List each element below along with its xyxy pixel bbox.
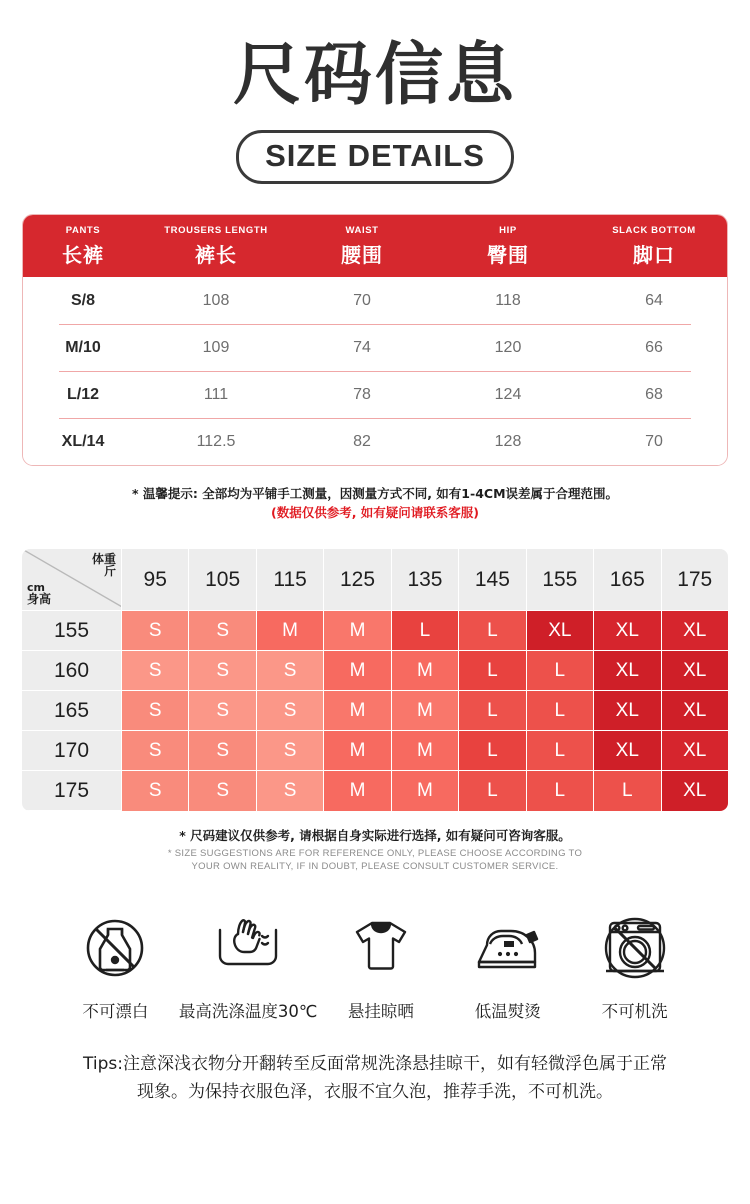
matrix-size-cell: S (257, 731, 324, 771)
cell-waist: 70 (353, 291, 371, 309)
care-label: 不可漂白 (82, 1001, 149, 1021)
table-row (23, 418, 727, 465)
matrix-size-cell: L (459, 731, 526, 771)
matrix-size-cell: S (122, 771, 189, 811)
matrix-height-header: 175 (22, 771, 122, 811)
care-label: 最高洗涤温度30℃ (178, 1001, 318, 1021)
matrix-size-cell: L (459, 771, 526, 811)
size-suggestion-cn: * 尺码建议仅供参考, 请根据自身实际进行选择, 如有疑问可咨询客服。 (179, 827, 571, 843)
cell-size: S/8 (70, 291, 95, 309)
matrix-size-cell: S (257, 691, 324, 731)
cell-length: 112.5 (196, 432, 236, 450)
size-table-header-row (23, 215, 727, 277)
care-label: 低温熨烫 (474, 1001, 541, 1021)
cell-bottom: 70 (645, 432, 663, 450)
matrix-size-cell: M (324, 691, 391, 731)
no-machine-wash-icon (571, 908, 698, 986)
matrix-size-cell: S (122, 691, 189, 731)
matrix-corner-cell (22, 549, 122, 611)
matrix-size-cell: M (324, 611, 391, 651)
size-table-col-waist (289, 225, 435, 268)
matrix-header-row (22, 549, 728, 611)
care-item-no-bleach (52, 908, 179, 1022)
hand-wash-30c-icon (179, 908, 318, 986)
matrix-size-cell: S (189, 731, 256, 771)
cell-waist: 78 (353, 385, 371, 403)
matrix-size-cell: L (527, 771, 594, 811)
matrix-size-cell: XL (594, 611, 661, 651)
table-row (23, 371, 727, 418)
care-label: 悬挂晾晒 (347, 1001, 414, 1021)
table-row (23, 277, 727, 324)
weight-unit-jin: 斤 (103, 564, 116, 579)
matrix-height-header: 165 (22, 691, 122, 731)
size-table-col-trousers-length (143, 225, 289, 268)
height-unit-cm: cm (27, 580, 45, 594)
no-bleach-icon (52, 908, 179, 986)
page-header (0, 0, 750, 184)
matrix-height-header: 160 (22, 651, 122, 691)
page-title: 尺码信息 (232, 36, 517, 115)
matrix-weight-header: 115 (257, 549, 324, 611)
matrix-row (22, 651, 728, 691)
size-table-body (23, 277, 727, 465)
matrix-size-cell: L (459, 691, 526, 731)
matrix-row (22, 611, 728, 651)
matrix-size-cell: L (392, 611, 459, 651)
matrix-size-cell: L (527, 651, 594, 691)
cell-waist: 74 (353, 338, 371, 356)
measurement-note-line2: (数据仅供参考, 如有疑问请联系客服) (270, 505, 480, 521)
cell-hip: 124 (494, 385, 522, 403)
matrix-size-cell: XL (662, 771, 728, 811)
matrix-weight-header: 165 (594, 549, 661, 611)
matrix-row (22, 731, 728, 771)
col-cn-label: 长裤 (62, 243, 104, 268)
matrix-weight-header: 175 (662, 549, 728, 611)
size-table-col-hip (435, 225, 581, 268)
care-item-hang-dry (317, 908, 444, 1022)
hang-dry-icon (317, 908, 444, 986)
cell-length: 108 (202, 291, 230, 309)
matrix-size-cell: L (594, 771, 661, 811)
height-label-cn: 身高 (27, 592, 52, 607)
size-suggestion-note (0, 827, 750, 874)
col-en-label: PANTS (65, 225, 101, 237)
matrix-size-cell: M (392, 771, 459, 811)
matrix-weight-header: 95 (122, 549, 189, 611)
care-tips-line2: 现象。为保持衣服色泽，衣服不宜久泡，推荐手洗，不可机洗。 (137, 1082, 613, 1103)
matrix-weight-header: 135 (392, 549, 459, 611)
matrix-size-cell: XL (527, 611, 594, 651)
col-en-label: WAIST (345, 225, 379, 237)
col-en-label: SLACK BOTTOM (612, 225, 696, 237)
matrix-size-cell: S (189, 691, 256, 731)
cell-bottom: 66 (645, 338, 663, 356)
matrix-size-cell: M (392, 691, 459, 731)
matrix-size-cell: M (257, 611, 324, 651)
matrix-size-cell: L (459, 651, 526, 691)
low-iron-icon (444, 908, 571, 986)
cell-size: L/12 (66, 385, 99, 403)
table-row (23, 324, 727, 371)
col-en-label: TROUSERS LENGTH (164, 225, 268, 237)
matrix-size-cell: M (324, 731, 391, 771)
size-table-col-slack-bottom (581, 225, 727, 268)
matrix-size-cell: M (324, 771, 391, 811)
cell-waist: 82 (353, 432, 371, 450)
matrix-row (22, 771, 728, 811)
cell-length: 109 (202, 338, 230, 356)
cell-bottom: 64 (645, 291, 663, 309)
cell-hip: 120 (494, 338, 522, 356)
matrix-weight-header: 145 (459, 549, 526, 611)
matrix-size-cell: S (257, 771, 324, 811)
corner-weight-label (92, 553, 116, 578)
matrix-size-cell: XL (594, 651, 661, 691)
matrix-size-cell: S (189, 651, 256, 691)
care-item-low-iron (444, 908, 571, 1022)
col-cn-label: 脚口 (633, 243, 675, 268)
matrix-height-header: 170 (22, 731, 122, 771)
care-item-hand-wash (179, 908, 318, 1022)
cell-bottom: 68 (645, 385, 663, 403)
matrix-size-cell: S (122, 651, 189, 691)
measurement-note-line1: * 温馨提示: 全部均为平铺手工测量，因测量方式不同, 如有1-4CM误差属于合理范围。 (131, 486, 619, 502)
matrix-size-cell: M (324, 651, 391, 691)
cell-size: XL/14 (61, 432, 105, 450)
matrix-row (22, 691, 728, 731)
cell-hip: 118 (495, 291, 521, 309)
matrix-size-cell: L (459, 611, 526, 651)
care-instructions (0, 908, 750, 1022)
matrix-weight-header: 105 (189, 549, 256, 611)
size-table-col-pants (23, 225, 143, 268)
matrix-weight-header: 125 (324, 549, 391, 611)
matrix-size-cell: S (257, 651, 324, 691)
matrix-size-cell: L (527, 691, 594, 731)
care-tips-line1: Tips:注意深浅衣物分开翻转至反面常规洗涤悬挂晾干，如有轻微浮色属于正常 (83, 1053, 667, 1074)
cell-hip: 128 (494, 432, 522, 450)
page-subtitle: SIZE DETAILS (236, 130, 514, 184)
matrix-size-cell: L (527, 731, 594, 771)
matrix-height-header: 155 (22, 611, 122, 651)
care-item-no-machine-wash (571, 908, 698, 1022)
matrix-weight-header: 155 (527, 549, 594, 611)
matrix-size-cell: S (122, 611, 189, 651)
size-suggestion-en-line1: * SIZE SUGGESTIONS ARE FOR REFERENCE ONLY, PLEASE CHOOSE ACCORDING TO (167, 848, 583, 860)
size-table (22, 214, 728, 466)
col-cn-label: 裤长 (195, 243, 237, 268)
care-tips (46, 1050, 704, 1106)
cell-size: M/10 (65, 338, 101, 356)
col-cn-label: 腰围 (341, 243, 383, 268)
col-en-label: HIP (499, 225, 517, 237)
corner-height-label (27, 582, 51, 606)
matrix-size-cell: XL (662, 611, 728, 651)
size-recommendation-matrix (22, 549, 728, 811)
weight-label-cn: 体重 (91, 551, 116, 566)
matrix-size-cell: XL (594, 691, 661, 731)
size-suggestion-en-line2: YOUR OWN REALITY, IF IN DOUBT, PLEASE CONSULT CUSTOMER SERVICE. (191, 861, 559, 873)
measurement-note (0, 484, 750, 523)
matrix-size-cell: XL (662, 651, 728, 691)
matrix-size-cell: M (392, 731, 459, 771)
care-label: 不可机洗 (601, 1001, 668, 1021)
cell-length: 111 (203, 385, 229, 403)
matrix-size-cell: XL (594, 731, 661, 771)
matrix-size-cell: S (122, 731, 189, 771)
col-cn-label: 臀围 (487, 243, 529, 268)
matrix-size-cell: XL (662, 731, 728, 771)
matrix-size-cell: S (189, 771, 256, 811)
matrix-size-cell: M (392, 651, 459, 691)
matrix-size-cell: S (189, 611, 256, 651)
subtitle-wrap (0, 130, 750, 184)
matrix-size-cell: XL (662, 691, 728, 731)
